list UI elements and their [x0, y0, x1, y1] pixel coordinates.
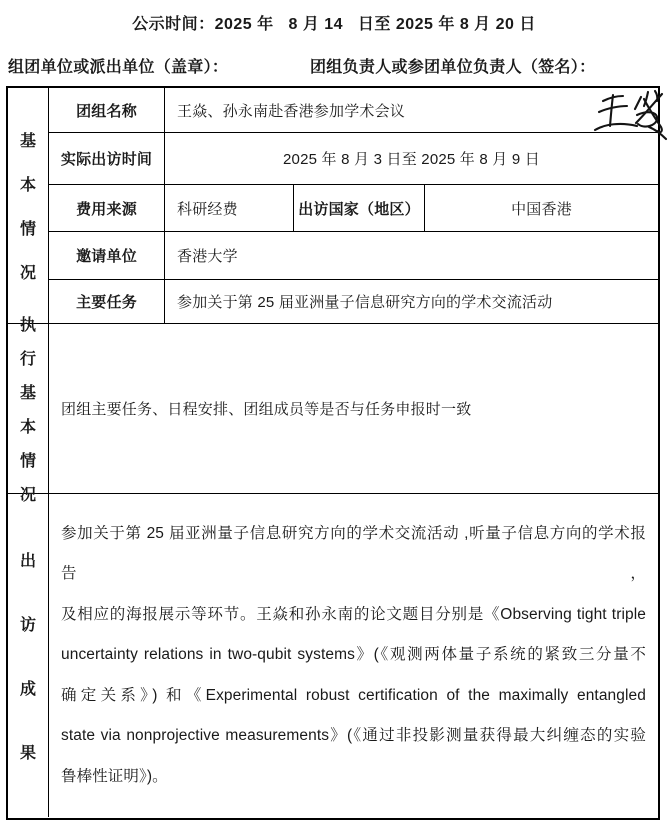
visit-results-lines: 参加关于第 25 届亚洲量子信息研究方向的学术交流活动 ,听量子信息方向的学术报告， 及相应的海报展示等环节。王焱和孙永南的论文题目分别是《Observing tight triple uncertainty relations in two-qubit systems》(《观测两体量子系统的紧致三分量不 确定关系》) 和《Experimental robust certification of the maximally entangled state via nonprojective measurements》(《通过非投影测量获得最大纠缠态的实验 鲁棒性证明》)。: [61, 524, 646, 785]
field-label-inviting-org: 邀请单位: [49, 232, 165, 280]
header-signature-row: [0, 54, 668, 77]
visit-results-paragraph: [49, 494, 658, 817]
field-value-group-name: 王焱、孙永南赴香港参加学术会议: [165, 88, 658, 133]
section-basic-info: [8, 88, 658, 324]
field-label-destination: 出访国家（地区）: [294, 185, 425, 232]
field-value-visit-time: 2025 年 8 月 3 日至 2025 年 8 月 9 日: [165, 133, 658, 185]
org-unit-seal-label: 组团单位或派出单位（盖章）：: [8, 59, 229, 76]
field-label-funding-source: 费用来源: [49, 185, 165, 232]
leader-signature-label: 团组负责人或参团单位负责人（签名）：: [310, 59, 596, 76]
handwritten-signature: [590, 84, 668, 142]
field-label-visit-time: 实际出访时间: [49, 133, 165, 185]
field-value-inviting-org: 香港大学: [165, 232, 658, 280]
section-label-execution-status: 执 行 基 本 情 况: [8, 324, 49, 494]
section-execution-status: [8, 317, 658, 504]
section-visit-results: [8, 494, 658, 817]
section-label-visit-results: 出 访 成 果: [8, 494, 49, 817]
field-label-main-task: 主要任务: [49, 280, 165, 324]
field-value-main-task: 参加关于第 25 届亚洲量子信息研究方向的学术交流活动: [165, 280, 658, 324]
notice-period-line: 公示时间：2025 年 8 月 14 日至 2025 年 8 月 20 日: [132, 16, 536, 33]
execution-status-text: 团组主要任务、日程安排、团组成员等是否与任务申报时一致: [49, 324, 658, 494]
trip-report-table: [6, 86, 660, 820]
field-label-group-name: 团组名称: [49, 88, 165, 133]
field-value-funding-source: 科研经费: [165, 185, 294, 232]
field-value-destination: 中国香港: [425, 185, 658, 232]
section-label-basic-info: 基 本 情 况: [8, 88, 49, 324]
